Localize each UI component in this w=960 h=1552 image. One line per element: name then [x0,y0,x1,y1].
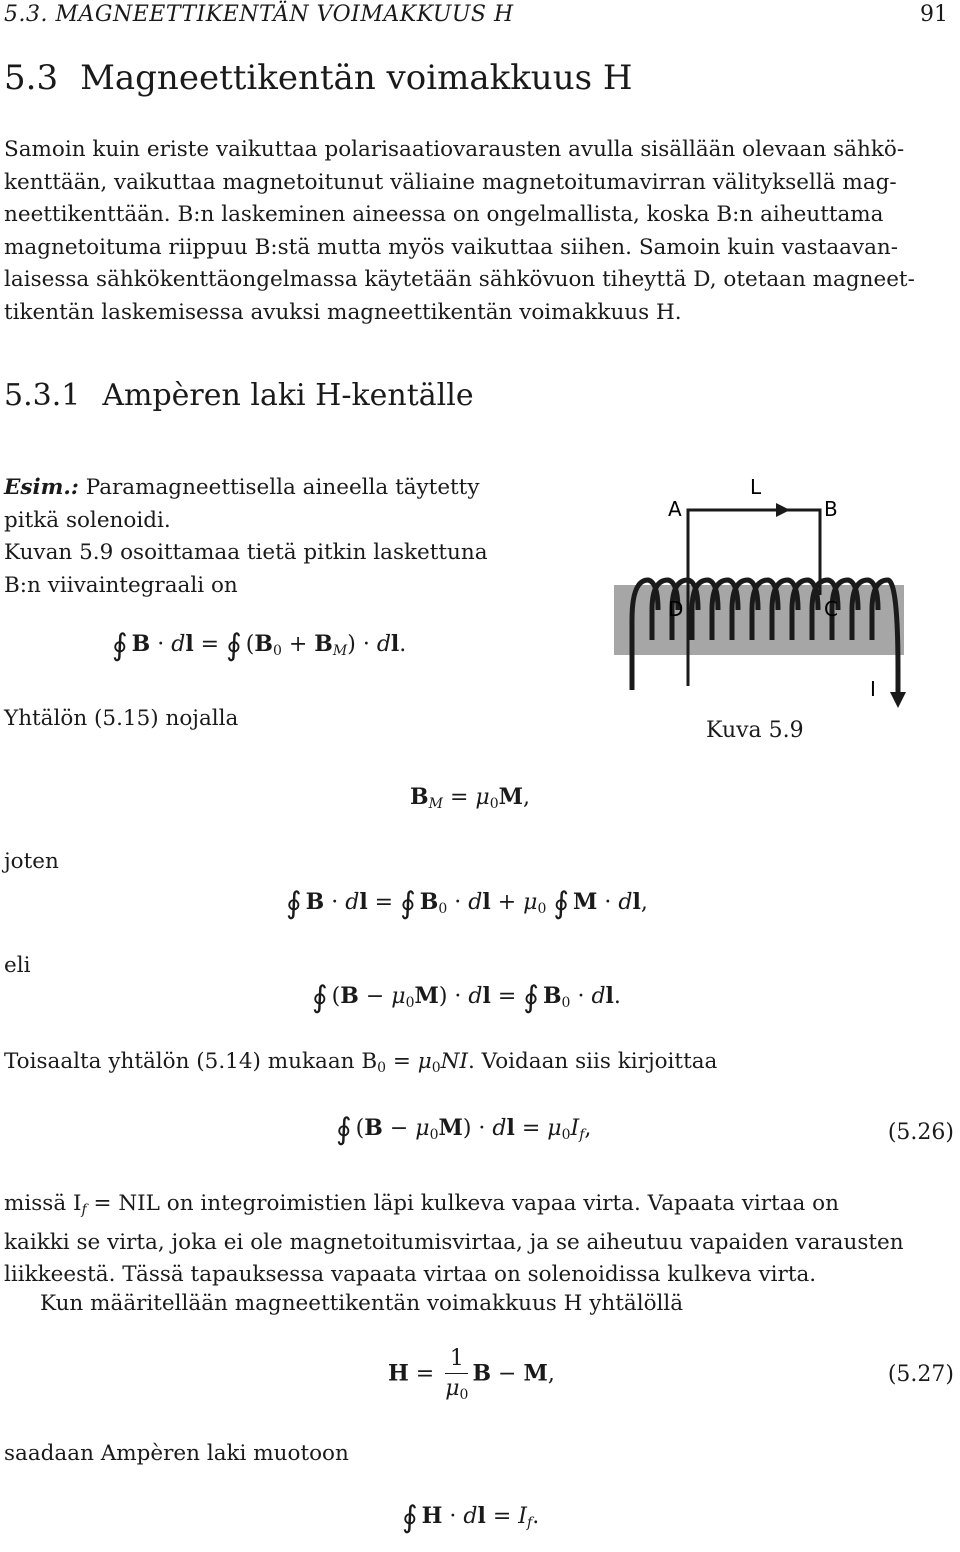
example-text: pitkä solenoidi. [4,507,171,533]
missa-text: missä I [4,1191,82,1216]
toisaalta-text: Toisaalta yhtälön (5.14) mukaan B [4,1049,378,1074]
intro-paragraph [4,134,956,329]
intro-line: neettikenttään. B:n laskeminen aineessa on ongelmallista, koska B:n aiheuttama [4,202,884,227]
path-arrow-icon [776,503,790,517]
intro-line: Samoin kuin eriste vaikuttaa polarisaatiovarausten avulla sisällään olevaan sähkö- [4,137,905,162]
subsection-title [4,378,474,413]
example-label: Esim.: [4,475,79,500]
label-l: L [750,475,762,499]
equation-eli: ∮ $(B - \mu_0M)$ · dl = ∮ $B_0$ · dl. [312,980,621,1015]
equation-split: ∮ B · dl = ∮ $B_0$ · dl + $\mu_0$ ∮ M · dl, [286,886,648,921]
intro-line: tikentän laskemisessa avuksi magneettikentän voimakkuus H. [4,299,682,325]
page-number: 91 [920,2,948,27]
intro-line: kenttään, vaikuttaa magnetoitunut väliaine magnetoitumavirran välityksellä mag- [4,169,897,195]
label-d: D [668,597,684,621]
text-toisaalta: Toisaalta yhtälön (5.14) mukaan $B_0 = \mu_0NI$. Voidaan siis kirjoittaa [4,1049,718,1076]
equation-5-26: ∮ $(B - \mu_0M)$ · dl = $\mu_0I_f$, [336,1112,592,1147]
text-yhtalon: Yhtälön (5.15) nojalla [4,706,239,731]
equation-bm: $B_M = \mu_0M$, [410,784,530,812]
text-kun: Kun määritellään magneettikentän voimakkuus H yhtälöllä [40,1291,684,1316]
label-c: C [824,597,838,621]
section-number: 5.3 [4,58,59,98]
section-title-text: Magneettikentän voimakkuus H [80,58,633,98]
equation-number-5-27: (5.27) [887,1362,954,1387]
missa-text: = NIL on integroimistien läpi kulkeva vapaa virta. Vapaata virtaa on [86,1191,839,1216]
label-b: B [824,497,838,521]
missa-text: liikkeestä. Tässä tapauksessa vapaata virtaa on solenoidissa kulkeva virta. [4,1262,817,1287]
subsection-number: 5.3.1 [4,378,81,413]
equation-number-5-26: (5.26) [887,1120,954,1145]
text-eli: eli [4,953,31,978]
intro-line: magnetoituma riippuu B:stä mutta myös vaikuttaa siihen. Samoin kuin vastaavan- [4,234,899,260]
label-a: A [668,497,682,521]
current-arrow-icon [890,692,906,708]
missa-paragraph: missä $I_f$ = NIL on integroimistien läpi kulkeva vapaa virta. Vapaata virtaa on kaikki se virta, joka ei ole magnetoitumisvirtaa, ja se aiheutuu vapaiden varausten liikkeestä. Tässä tapauksessa vapaata virtaa on solenoidissa kulkeva virta. [4,1188,956,1292]
example-text: Kuvan 5.9 osoittamaa tietä pitkin laskettuna [4,540,488,565]
example-block [4,472,488,602]
example-text: B:n viivaintegraali on [4,572,238,598]
voidaan-text: . Voidaan siis kirjoittaa [467,1049,718,1074]
equation-ampere-h: ∮ H · dl = $I_f$. [402,1500,540,1535]
figure-solenoid [600,470,930,720]
figure-caption: Kuva 5.9 [706,718,804,743]
text-saadaan: saadaan Ampèren laki muotoon [4,1441,349,1466]
example-text: Paramagneettisella aineella täytetty [85,475,480,500]
intro-line: laisessa sähkökenttäongelmassa käytetään sähkövuon tiheyttä D, otetaan magneet- [4,267,915,292]
missa-text: kaikki se virta, joka ei ole magnetoitumisvirtaa, ja se aiheutuu vapaiden varausten [4,1229,904,1255]
label-i: I [870,677,876,701]
section-title [4,58,633,98]
running-header: 5.3. MAGNEETTIKENTÄN VOIMAKKUUS H [4,2,514,27]
subsection-title-text: Ampèren laki H-kentälle [102,378,474,413]
text-joten: joten [4,849,59,874]
equation-5-27: H = $\frac{1}{\mu_0}$ B − M, [388,1346,555,1403]
equation-line-integral: ∮ B · dl = ∮ $(B_0 + B_M)$ · dl. [112,628,407,663]
